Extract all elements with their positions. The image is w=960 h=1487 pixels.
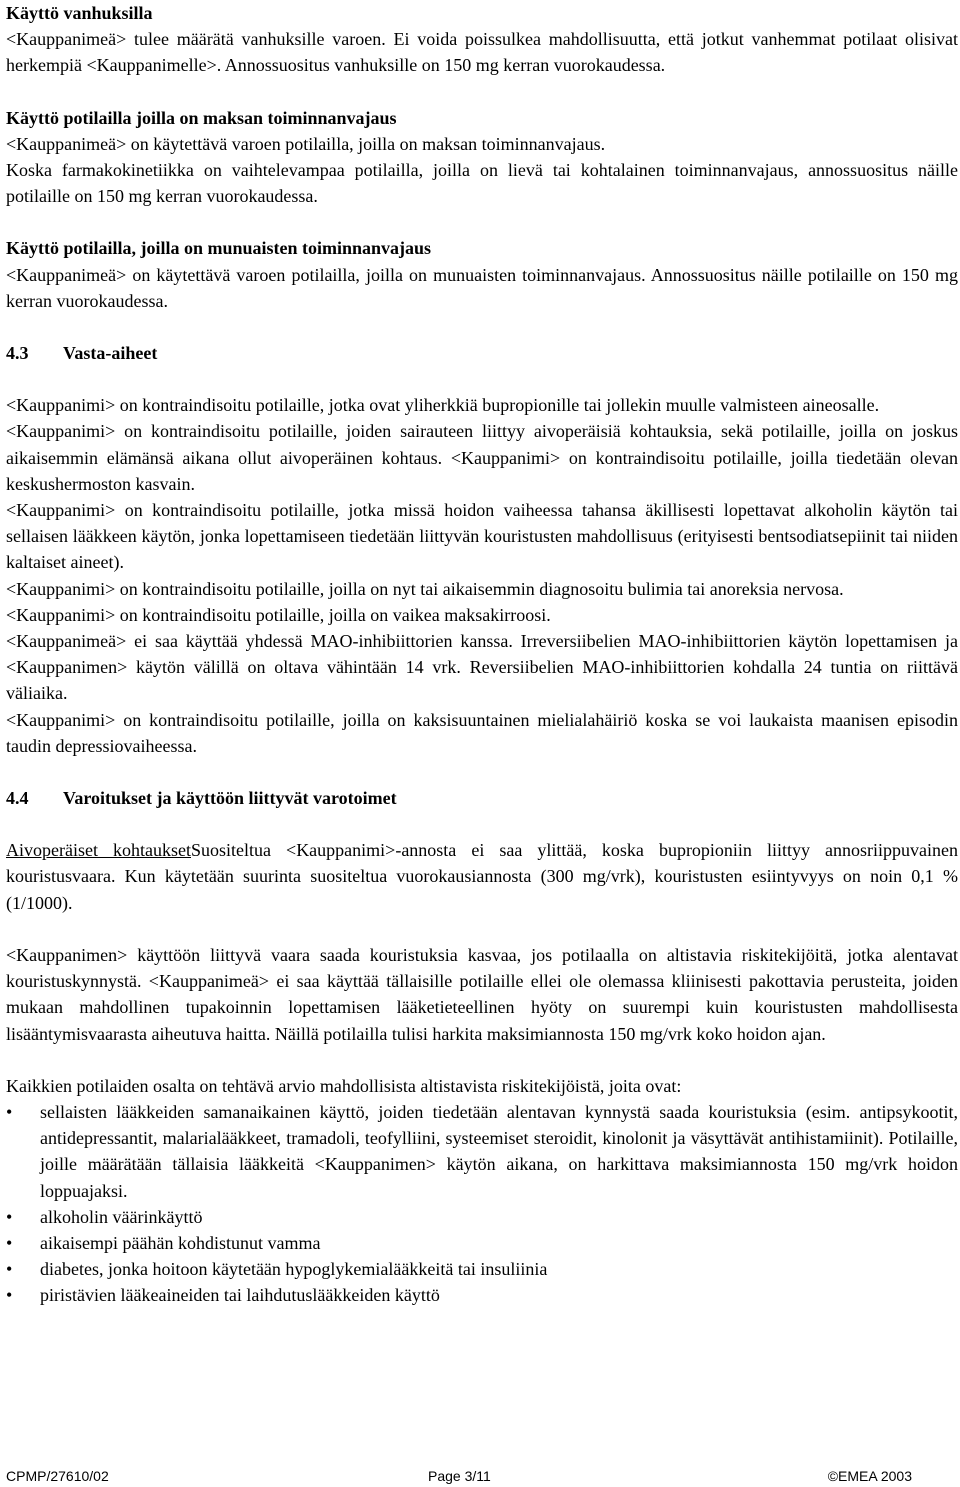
contra-paragraph: <Kauppanimi> on kontraindisoitu potilaille, jotka ovat yliherkkiä bupropionille tai jollekin muulle valmisteen aineosalle. [6,395,880,416]
spacer [6,209,958,235]
footer-page-number: Page 3/11 [428,1468,491,1484]
footer-copyright: ©EMEA 2003 [827,1468,912,1484]
contra-paragraph: <Kauppanimi> on kontraindisoitu potilaille, joilla on nyt tai aikaisemmin diagnosoitu bulimia tai anoreksia nervosa. [6,578,844,599]
page-footer [6,1467,912,1485]
list-item: • piristävien lääkeaineiden tai laihdutuslääkkeiden käyttö [6,1282,958,1308]
section-title: Varoitukset ja käyttöön liittyvät varotoimet [63,788,397,809]
list-item: • sellaisten lääkkeiden samanaikainen käyttö, joiden tiedetään alentavan kynnystä saada kouristuksia (esim. antipsykootit, antidepressantit, malarialääkkeet, tramadoli, teofylliini, systeemiset steroidit, kinolonit ja väsyttävät antihistamiinit). Potilaille, joille määrätään tällaisia lääkkeitä <Kauppanimen> käytön aikana, on harkittava maksimiannosta 150 mg/vrk hoidon loppuajaksi. [6,1099,958,1204]
spacer [6,79,958,105]
contra-paragraph: <Kauppanimi> on kontraindisoitu potilaille, joilla on vaikea maksakirroosi. [6,604,551,625]
list-item: • aikaisempi päähän kohdistunut vamma [6,1230,958,1256]
spacer [6,811,958,837]
risk-paragraph: <Kauppanimen> käyttöön liittyvä vaara saada kouristuksia kasvaa, jos potilaalla on altistavia riskitekijöitä, jotka alentavat kouristuskynnystä. <Kauppanimeä> ei saa käyttää tällaisille potilaille ellei ole olemassa kliinisesti pakottavia perusteita, joiden mukaan mahdollinen tupakoinnin lopettamisen lääketieteellinen hyöty on suurempi kuin kouristusten mahdollisesta lisääntymisvaarasta aiheutuva haitta. Näillä potilailla tulisi harkita maksimiannosta 150 mg/vrk koko hoidon ajan. [6,944,958,1044]
document-page [6,0,958,1309]
section-4-4-heading [6,785,958,811]
seizures-paragraph [6,837,958,916]
renal-heading: Käyttö potilailla, joilla on munuaisten toiminnanvajaus [6,238,432,259]
spacer [6,1047,958,1073]
hepatic-heading: Käyttö potilailla joilla on maksan toiminnanvajaus [6,107,397,128]
spacer [6,759,958,785]
elderly-heading: Käyttö vanhuksilla [6,3,153,23]
section-number: 4.3 [6,343,29,364]
renal-body: <Kauppanimeä> on käytettävä varoen potilailla, joilla on munuaisten toiminnanvajaus. Annossuositus näille potilaille on 150 mg kerran vuorokaudessa. [6,264,958,311]
elderly-body: <Kauppanimeä> tulee määrätä vanhuksille varoen. Ei voida poissulkea mahdollisuutta, että jotkut vanhemmat potilaat olisivat herkempiä <Kauppanimelle>. Annossuositus vanhuksille on 150 mg kerran vuorokaudessa. [6,29,958,76]
seizures-subheading: Aivoperäiset kohtaukset [6,840,191,861]
hepatic-body-2: Koska farmakokinetiikka on vaihtelevampaa potilailla, joilla on lievä tai kohtalainen toiminnanvajaus, annossuositus näille potilaille on 150 mg kerran vuorokaudessa. [6,160,958,207]
risk-factor-list [6,1099,958,1309]
list-item: • alkoholin väärinkäyttö [6,1204,958,1230]
spacer [6,314,958,340]
spacer [6,366,958,392]
section-4-3-heading [6,340,958,366]
risk-factors-intro: Kaikkien potilaiden osalta on tehtävä arvio mahdollisista altistavista riskitekijöistä, joita ovat: [6,1075,682,1096]
section-number: 4.4 [6,788,29,809]
contra-paragraph: <Kauppanimi> on kontraindisoitu potilaille, joilla on kaksisuuntainen mielialahäiriö koska se voi laukaista maanisen episodin taudin depressiovaiheessa. [6,709,958,756]
section-title: Vasta-aiheet [63,343,158,364]
contra-paragraph: <Kauppanimeä> ei saa käyttää yhdessä MAO-inhibiittorien kanssa. Irreversiibelien MAO-inhibiittorien käytön lopettamisen ja <Kauppanimen> käytön välillä on oltava vähintään 14 vrk. Reversiibelien MAO-inhibiittorien kohdalla 24 tuntia on riittävä väliaika. [6,631,958,704]
contra-paragraph: <Kauppanimi> on kontraindisoitu potilaille, joiden sairauteen liittyy aivoperäisiä kohtauksia, sekä potilaille, joilla on joskus aikaisemmin elämänsä aikana ollut aivoperäinen kohtaus. <Kauppanimi> on kontraindisoitu potilaille, joilla tiedetään olevan keskushermoston kasvain. [6,421,958,494]
hepatic-body-1: <Kauppanimeä> on käytettävä varoen potilailla, joilla on maksan toiminnanvajaus. [6,133,606,154]
list-item: • diabetes, jonka hoitoon käytetään hypoglykemialääkkeitä tai insuliinia [6,1256,958,1282]
footer-doc-id: CPMP/27610/02 [6,1468,109,1484]
spacer [6,916,958,942]
seizures-body: Suositeltua <Kauppanimi>-annosta ei saa ylittää, koska bupropioniin liittyy annosriippuvainen kouristusvaara. Kun käytetään suurinta suositeltua vuorokausiannosta (300 mg/vrk), kouristusten esiintyvyys on noin 0,1 % (1/1000). [6,840,958,913]
contra-paragraph: <Kauppanimi> on kontraindisoitu potilaille, jotka missä hoidon vaiheessa tahansa äkillisesti lopettavat alkoholin käytön tai sellaisen lääkkeen käytön, jonka lopettamiseen tiedetään liittyvän kouristusten mahdollisuus (erityisesti bentsodiatsepiinit tai niiden kaltaiset aineet). [6,500,958,573]
